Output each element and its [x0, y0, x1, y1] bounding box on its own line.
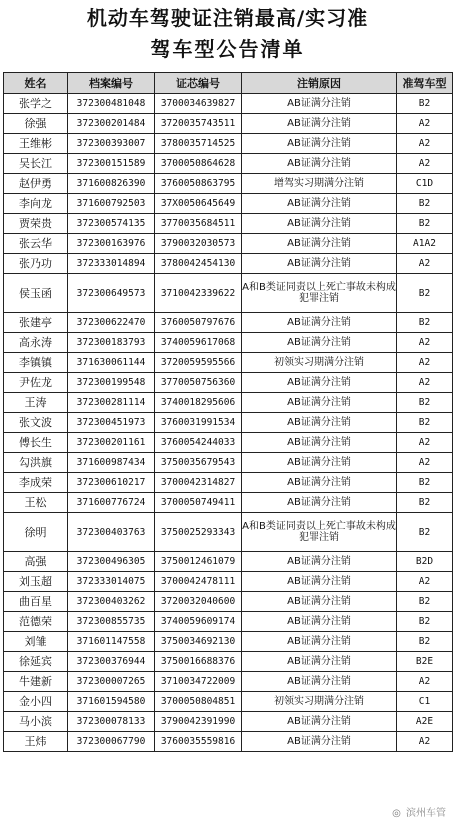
- table-row: [4, 254, 453, 274]
- header-reason: 注销原因: [242, 73, 397, 94]
- cell-reason: AB证满分注销: [242, 572, 397, 592]
- cell-name: 吴长江: [4, 154, 68, 174]
- cell-file-number: 372300007265: [68, 672, 155, 692]
- table-row: [4, 652, 453, 672]
- table-row: [4, 373, 453, 393]
- cell-chip-number: 3760035559816: [155, 732, 242, 752]
- cell-name: 尹佐龙: [4, 373, 68, 393]
- table-row: [4, 552, 453, 572]
- cell-chip-number: 3760050797676: [155, 313, 242, 333]
- table-row: [4, 234, 453, 254]
- cell-vehicle-type: B2: [397, 493, 453, 513]
- cell-file-number: 371600987434: [68, 453, 155, 473]
- table-header-row: [4, 73, 453, 94]
- cell-file-number: 372300622470: [68, 313, 155, 333]
- cell-chip-number: 3700042478111: [155, 572, 242, 592]
- cell-vehicle-type: B2: [397, 592, 453, 612]
- cell-file-number: 371600776724: [68, 493, 155, 513]
- cell-reason: 初领实习期满分注销: [242, 692, 397, 712]
- cell-file-number: 371601147558: [68, 632, 155, 652]
- cell-chip-number: 3700050864628: [155, 154, 242, 174]
- cell-name: 马小滨: [4, 712, 68, 732]
- cell-file-number: 371601594580: [68, 692, 155, 712]
- cell-reason: 增驾实习期满分注销: [242, 174, 397, 194]
- table-row: [4, 732, 453, 752]
- cell-chip-number: 3760050863795: [155, 174, 242, 194]
- cell-chip-number: 3720059595566: [155, 353, 242, 373]
- cell-chip-number: 3700034639827: [155, 94, 242, 114]
- cell-vehicle-type: B2: [397, 632, 453, 652]
- table-row: [4, 114, 453, 134]
- cell-vehicle-type: A2: [397, 134, 453, 154]
- cell-reason: AB证满分注销: [242, 234, 397, 254]
- cell-name: 王松: [4, 493, 68, 513]
- cell-name: 贾荣贵: [4, 214, 68, 234]
- table-row: [4, 572, 453, 592]
- cell-name: 王涛: [4, 393, 68, 413]
- title-block: [0, 0, 455, 68]
- cell-reason: AB证满分注销: [242, 652, 397, 672]
- cell-reason: AB证满分注销: [242, 214, 397, 234]
- cell-reason: AB证满分注销: [242, 672, 397, 692]
- cell-vehicle-type: B2: [397, 274, 453, 313]
- table-row: [4, 513, 453, 552]
- cell-chip-number: 3740059609174: [155, 612, 242, 632]
- cell-chip-number: 3780042454130: [155, 254, 242, 274]
- cell-name: 王维彬: [4, 134, 68, 154]
- cell-vehicle-type: A2: [397, 154, 453, 174]
- cell-reason: AB证满分注销: [242, 154, 397, 174]
- cell-name: 金小四: [4, 692, 68, 712]
- cell-reason: AB证满分注销: [242, 134, 397, 154]
- cell-chip-number: 3780035714525: [155, 134, 242, 154]
- table-row: [4, 712, 453, 732]
- cell-name: 李向龙: [4, 194, 68, 214]
- cell-file-number: 372300078133: [68, 712, 155, 732]
- cell-name: 刘玉超: [4, 572, 68, 592]
- table-row: [4, 313, 453, 333]
- cell-file-number: 372300151589: [68, 154, 155, 174]
- table-row: [4, 134, 453, 154]
- cell-name: 赵伊勇: [4, 174, 68, 194]
- cell-chip-number: 3750034692130: [155, 632, 242, 652]
- cell-chip-number: 3720035743511: [155, 114, 242, 134]
- cell-reason: AB证满分注销: [242, 413, 397, 433]
- cell-file-number: 372300649573: [68, 274, 155, 313]
- table-row: [4, 473, 453, 493]
- cell-name: 高强: [4, 552, 68, 572]
- cell-chip-number: 3750016688376: [155, 652, 242, 672]
- table-row: [4, 592, 453, 612]
- cell-vehicle-type: B2: [397, 393, 453, 413]
- cell-file-number: 372300067790: [68, 732, 155, 752]
- cell-chip-number: 3750025293343: [155, 513, 242, 552]
- cell-chip-number: 3770035684511: [155, 214, 242, 234]
- cell-vehicle-type: A2: [397, 353, 453, 373]
- table-row: [4, 672, 453, 692]
- table-row: [4, 174, 453, 194]
- table-row: [4, 94, 453, 114]
- cell-reason: AB证满分注销: [242, 313, 397, 333]
- cell-vehicle-type: B2: [397, 513, 453, 552]
- cell-file-number: 372300403763: [68, 513, 155, 552]
- cell-reason: AB证满分注销: [242, 433, 397, 453]
- cell-name: 李成荣: [4, 473, 68, 493]
- cell-name: 牛建新: [4, 672, 68, 692]
- cell-chip-number: 3750012461079: [155, 552, 242, 572]
- table-row: [4, 274, 453, 313]
- cell-name: 勾洪旗: [4, 453, 68, 473]
- cell-reason: AB证满分注销: [242, 632, 397, 652]
- cell-name: 高永涛: [4, 333, 68, 353]
- cell-chip-number: 3740018295606: [155, 393, 242, 413]
- cell-file-number: 372300199548: [68, 373, 155, 393]
- cell-reason: AB证满分注销: [242, 493, 397, 513]
- watermark: [389, 803, 449, 820]
- cell-vehicle-type: B2: [397, 214, 453, 234]
- cell-file-number: 371600792503: [68, 194, 155, 214]
- cell-name: 傅长生: [4, 433, 68, 453]
- cell-vehicle-type: C1D: [397, 174, 453, 194]
- cell-chip-number: 3700042314827: [155, 473, 242, 493]
- cell-chip-number: 3760031991534: [155, 413, 242, 433]
- cell-vehicle-type: B2: [397, 94, 453, 114]
- cell-reason: AB证满分注销: [242, 254, 397, 274]
- table-row: [4, 493, 453, 513]
- cell-name: 徐延宾: [4, 652, 68, 672]
- cell-vehicle-type: B2: [397, 194, 453, 214]
- cell-vehicle-type: A2: [397, 114, 453, 134]
- cell-name: 张云华: [4, 234, 68, 254]
- cell-reason: AB证满分注销: [242, 393, 397, 413]
- cell-vehicle-type: C1: [397, 692, 453, 712]
- header-vehicle-type: 准驾车型: [397, 73, 453, 94]
- cell-reason: AB证满分注销: [242, 333, 397, 353]
- cell-file-number: 372300393007: [68, 134, 155, 154]
- cell-file-number: 372300163976: [68, 234, 155, 254]
- cell-file-number: 372300855735: [68, 612, 155, 632]
- cell-vehicle-type: B2: [397, 313, 453, 333]
- cell-file-number: 372300201484: [68, 114, 155, 134]
- cell-vehicle-type: A1A2: [397, 234, 453, 254]
- cell-name: 曲百星: [4, 592, 68, 612]
- cell-name: 徐明: [4, 513, 68, 552]
- cell-reason: AB证满分注销: [242, 732, 397, 752]
- cell-vehicle-type: A2: [397, 433, 453, 453]
- cell-chip-number: 3750035679543: [155, 453, 242, 473]
- cell-vehicle-type: A2: [397, 333, 453, 353]
- cell-reason: A和B类证同责以上死亡事故未构成犯罪注销: [242, 513, 397, 552]
- cell-vehicle-type: B2D: [397, 552, 453, 572]
- announcement-table: [3, 72, 453, 752]
- cell-file-number: 372300281114: [68, 393, 155, 413]
- cell-file-number: 371600826390: [68, 174, 155, 194]
- cell-file-number: 372300574135: [68, 214, 155, 234]
- header-chip-number: 证芯编号: [155, 73, 242, 94]
- table-row: [4, 632, 453, 652]
- cell-file-number: 372300376944: [68, 652, 155, 672]
- cell-reason: AB证满分注销: [242, 453, 397, 473]
- cell-vehicle-type: A2E: [397, 712, 453, 732]
- cell-file-number: 372300201161: [68, 433, 155, 453]
- table-row: [4, 413, 453, 433]
- cell-chip-number: 3790042391990: [155, 712, 242, 732]
- cell-reason: AB证满分注销: [242, 94, 397, 114]
- cell-reason: AB证满分注销: [242, 194, 397, 214]
- table-row: [4, 353, 453, 373]
- cell-name: 徐强: [4, 114, 68, 134]
- cell-chip-number: 37X0050645649: [155, 194, 242, 214]
- cell-file-number: 372300610217: [68, 473, 155, 493]
- cell-chip-number: 3720032040600: [155, 592, 242, 612]
- cell-vehicle-type: B2E: [397, 652, 453, 672]
- wechat-icon: ◎: [392, 808, 401, 819]
- cell-chip-number: 3760054244033: [155, 433, 242, 453]
- cell-chip-number: 3790032030573: [155, 234, 242, 254]
- cell-name: 侯玉函: [4, 274, 68, 313]
- cell-chip-number: 3710042339622: [155, 274, 242, 313]
- cell-chip-number: 3740059617068: [155, 333, 242, 353]
- table-row: [4, 333, 453, 353]
- cell-vehicle-type: A2: [397, 373, 453, 393]
- cell-file-number: 372333014894: [68, 254, 155, 274]
- table-row: [4, 154, 453, 174]
- cell-file-number: 372333014075: [68, 572, 155, 592]
- cell-reason: AB证满分注销: [242, 373, 397, 393]
- cell-reason: AB证满分注销: [242, 552, 397, 572]
- header-file-number: 档案编号: [68, 73, 155, 94]
- cell-vehicle-type: A2: [397, 254, 453, 274]
- cell-chip-number: 3710034722009: [155, 672, 242, 692]
- header-name: 姓名: [4, 73, 68, 94]
- cell-name: 刘雏: [4, 632, 68, 652]
- cell-reason: AB证满分注销: [242, 114, 397, 134]
- cell-file-number: 372300496305: [68, 552, 155, 572]
- table-row: [4, 433, 453, 453]
- table-row: [4, 692, 453, 712]
- cell-vehicle-type: A2: [397, 732, 453, 752]
- table-row: [4, 194, 453, 214]
- cell-vehicle-type: B2: [397, 473, 453, 493]
- table-row: [4, 393, 453, 413]
- table-row: [4, 214, 453, 234]
- cell-name: 张建亭: [4, 313, 68, 333]
- cell-file-number: 372300481048: [68, 94, 155, 114]
- cell-vehicle-type: A2: [397, 572, 453, 592]
- table-body: [4, 94, 453, 752]
- cell-name: 范德荣: [4, 612, 68, 632]
- cell-file-number: 372300403262: [68, 592, 155, 612]
- page-title-line1: 机动车驾驶证注销最高/实习准: [86, 6, 369, 30]
- cell-reason: AB证满分注销: [242, 612, 397, 632]
- cell-reason: AB证满分注销: [242, 712, 397, 732]
- cell-reason: 初领实习期满分注销: [242, 353, 397, 373]
- cell-vehicle-type: A2: [397, 453, 453, 473]
- page-title-line2: 驾车型公告清单: [150, 37, 305, 61]
- cell-file-number: 372300451973: [68, 413, 155, 433]
- table-row: [4, 453, 453, 473]
- cell-reason: AB证满分注销: [242, 473, 397, 493]
- cell-chip-number: 3700050804851: [155, 692, 242, 712]
- watermark-text: 滨州车管: [406, 808, 446, 819]
- cell-name: 王炜: [4, 732, 68, 752]
- cell-name: 张学之: [4, 94, 68, 114]
- cell-reason: AB证满分注销: [242, 592, 397, 612]
- cell-vehicle-type: B2: [397, 612, 453, 632]
- cell-name: 张乃功: [4, 254, 68, 274]
- cell-chip-number: 3700050749411: [155, 493, 242, 513]
- cell-name: 李镇镇: [4, 353, 68, 373]
- cell-chip-number: 3770050756360: [155, 373, 242, 393]
- cell-reason: A和B类证同责以上死亡事故未构成犯罪注销: [242, 274, 397, 313]
- cell-file-number: 372300183793: [68, 333, 155, 353]
- table-row: [4, 612, 453, 632]
- cell-file-number: 371630061144: [68, 353, 155, 373]
- cell-name: 张文波: [4, 413, 68, 433]
- cell-vehicle-type: A2: [397, 672, 453, 692]
- cell-vehicle-type: B2: [397, 413, 453, 433]
